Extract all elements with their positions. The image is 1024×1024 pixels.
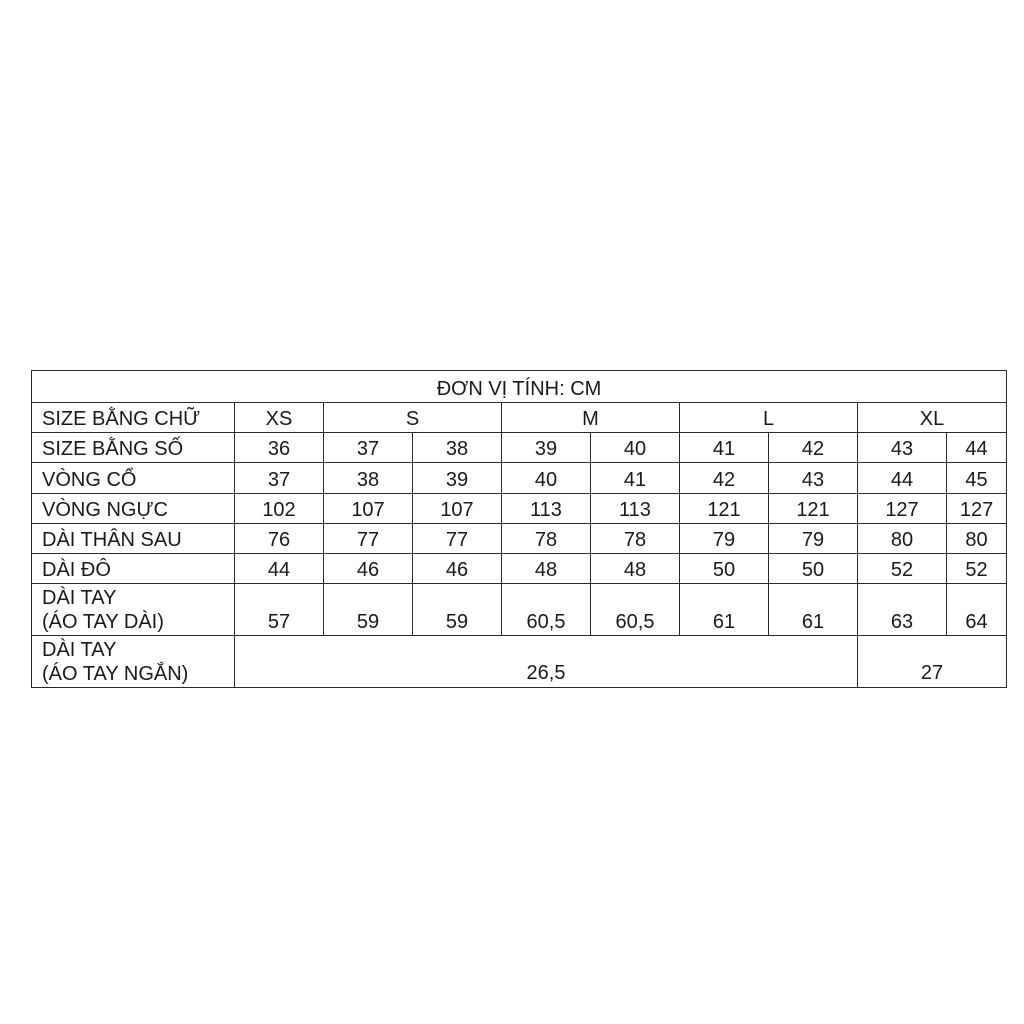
- shoulder-cell: 46: [324, 554, 413, 584]
- size-letter-m: M: [502, 403, 680, 433]
- row-label-short-sleeve-line2: (ÁO TAY NGẮN): [42, 663, 189, 685]
- long-sleeve-cell: 57: [235, 584, 324, 636]
- chest-cell: 107: [413, 494, 502, 524]
- back-length-cell: 78: [591, 524, 680, 554]
- back-length-cell: 78: [502, 524, 591, 554]
- chest-cell: 127: [858, 494, 947, 524]
- size-number-cell: 44: [947, 433, 1007, 463]
- long-sleeve-cell: 64: [947, 584, 1007, 636]
- long-sleeve-cell: 59: [413, 584, 502, 636]
- size-letter-l: L: [680, 403, 858, 433]
- neck-cell: 40: [502, 463, 591, 494]
- row-label-long-sleeve-line2: (ÁO TAY DÀI): [42, 611, 164, 633]
- unit-caption: ĐƠN VỊ TÍNH: CM: [32, 371, 1007, 403]
- shoulder-cell: 44: [235, 554, 324, 584]
- back-length-row: [32, 524, 1007, 554]
- size-number-cell: 40: [591, 433, 680, 463]
- chest-cell: 127: [947, 494, 1007, 524]
- size-chart-table: [31, 370, 1007, 688]
- chest-row: [32, 494, 1007, 524]
- size-number-row: [32, 433, 1007, 463]
- size-number-cell: 36: [235, 433, 324, 463]
- back-length-cell: 79: [769, 524, 858, 554]
- shoulder-row: [32, 554, 1007, 584]
- long-sleeve-cell: 60,5: [591, 584, 680, 636]
- size-number-cell: 39: [502, 433, 591, 463]
- neck-cell: 38: [324, 463, 413, 494]
- back-length-cell: 79: [680, 524, 769, 554]
- size-number-cell: 38: [413, 433, 502, 463]
- size-letter-xs: XS: [235, 403, 324, 433]
- shoulder-cell: 48: [591, 554, 680, 584]
- row-label-long-sleeve-line1: DÀI TAY: [42, 587, 117, 609]
- shoulder-cell: 50: [680, 554, 769, 584]
- row-label-back-length: DÀI THÂN SAU: [32, 524, 235, 554]
- shoulder-cell: 52: [858, 554, 947, 584]
- back-length-cell: 80: [858, 524, 947, 554]
- neck-cell: 42: [680, 463, 769, 494]
- long-sleeve-cell: 59: [324, 584, 413, 636]
- neck-cell: 41: [591, 463, 680, 494]
- long-sleeve-row: [32, 584, 1007, 636]
- short-sleeve-row: [32, 636, 1007, 688]
- short-sleeve-value-xs-to-l: 26,5: [235, 636, 858, 688]
- long-sleeve-cell: 61: [680, 584, 769, 636]
- neck-cell: 39: [413, 463, 502, 494]
- size-number-cell: 43: [858, 433, 947, 463]
- shoulder-cell: 46: [413, 554, 502, 584]
- size-number-cell: 42: [769, 433, 858, 463]
- chest-cell: 113: [502, 494, 591, 524]
- row-label-short-sleeve: [32, 636, 235, 688]
- shoulder-cell: 52: [947, 554, 1007, 584]
- chest-cell: 102: [235, 494, 324, 524]
- neck-cell: 45: [947, 463, 1007, 494]
- size-letter-s: S: [324, 403, 502, 433]
- chest-cell: 113: [591, 494, 680, 524]
- neck-cell: 44: [858, 463, 947, 494]
- size-letter-xl: XL: [858, 403, 1007, 433]
- row-label-size-number: SIZE BẰNG SỐ: [32, 433, 235, 463]
- chest-cell: 121: [769, 494, 858, 524]
- shoulder-cell: 48: [502, 554, 591, 584]
- back-length-cell: 77: [413, 524, 502, 554]
- long-sleeve-cell: 63: [858, 584, 947, 636]
- row-label-size-letter: SIZE BẰNG CHỮ: [32, 403, 235, 433]
- neck-cell: 43: [769, 463, 858, 494]
- neck-cell: 37: [235, 463, 324, 494]
- short-sleeve-value-xl: 27: [858, 636, 1007, 688]
- back-length-cell: 80: [947, 524, 1007, 554]
- size-letter-row: [32, 403, 1007, 433]
- back-length-cell: 77: [324, 524, 413, 554]
- long-sleeve-cell: 61: [769, 584, 858, 636]
- chest-cell: 121: [680, 494, 769, 524]
- neck-row: [32, 463, 1007, 494]
- unit-row: [32, 371, 1007, 403]
- long-sleeve-cell: 60,5: [502, 584, 591, 636]
- shoulder-cell: 50: [769, 554, 858, 584]
- chest-cell: 107: [324, 494, 413, 524]
- row-label-shoulder: DÀI ĐÔ: [32, 554, 235, 584]
- back-length-cell: 76: [235, 524, 324, 554]
- size-number-cell: 37: [324, 433, 413, 463]
- row-label-long-sleeve: [32, 584, 235, 636]
- size-number-cell: 41: [680, 433, 769, 463]
- row-label-neck: VÒNG CỔ: [32, 463, 235, 494]
- row-label-chest: VÒNG NGỰC: [32, 494, 235, 524]
- row-label-short-sleeve-line1: DÀI TAY: [42, 639, 117, 661]
